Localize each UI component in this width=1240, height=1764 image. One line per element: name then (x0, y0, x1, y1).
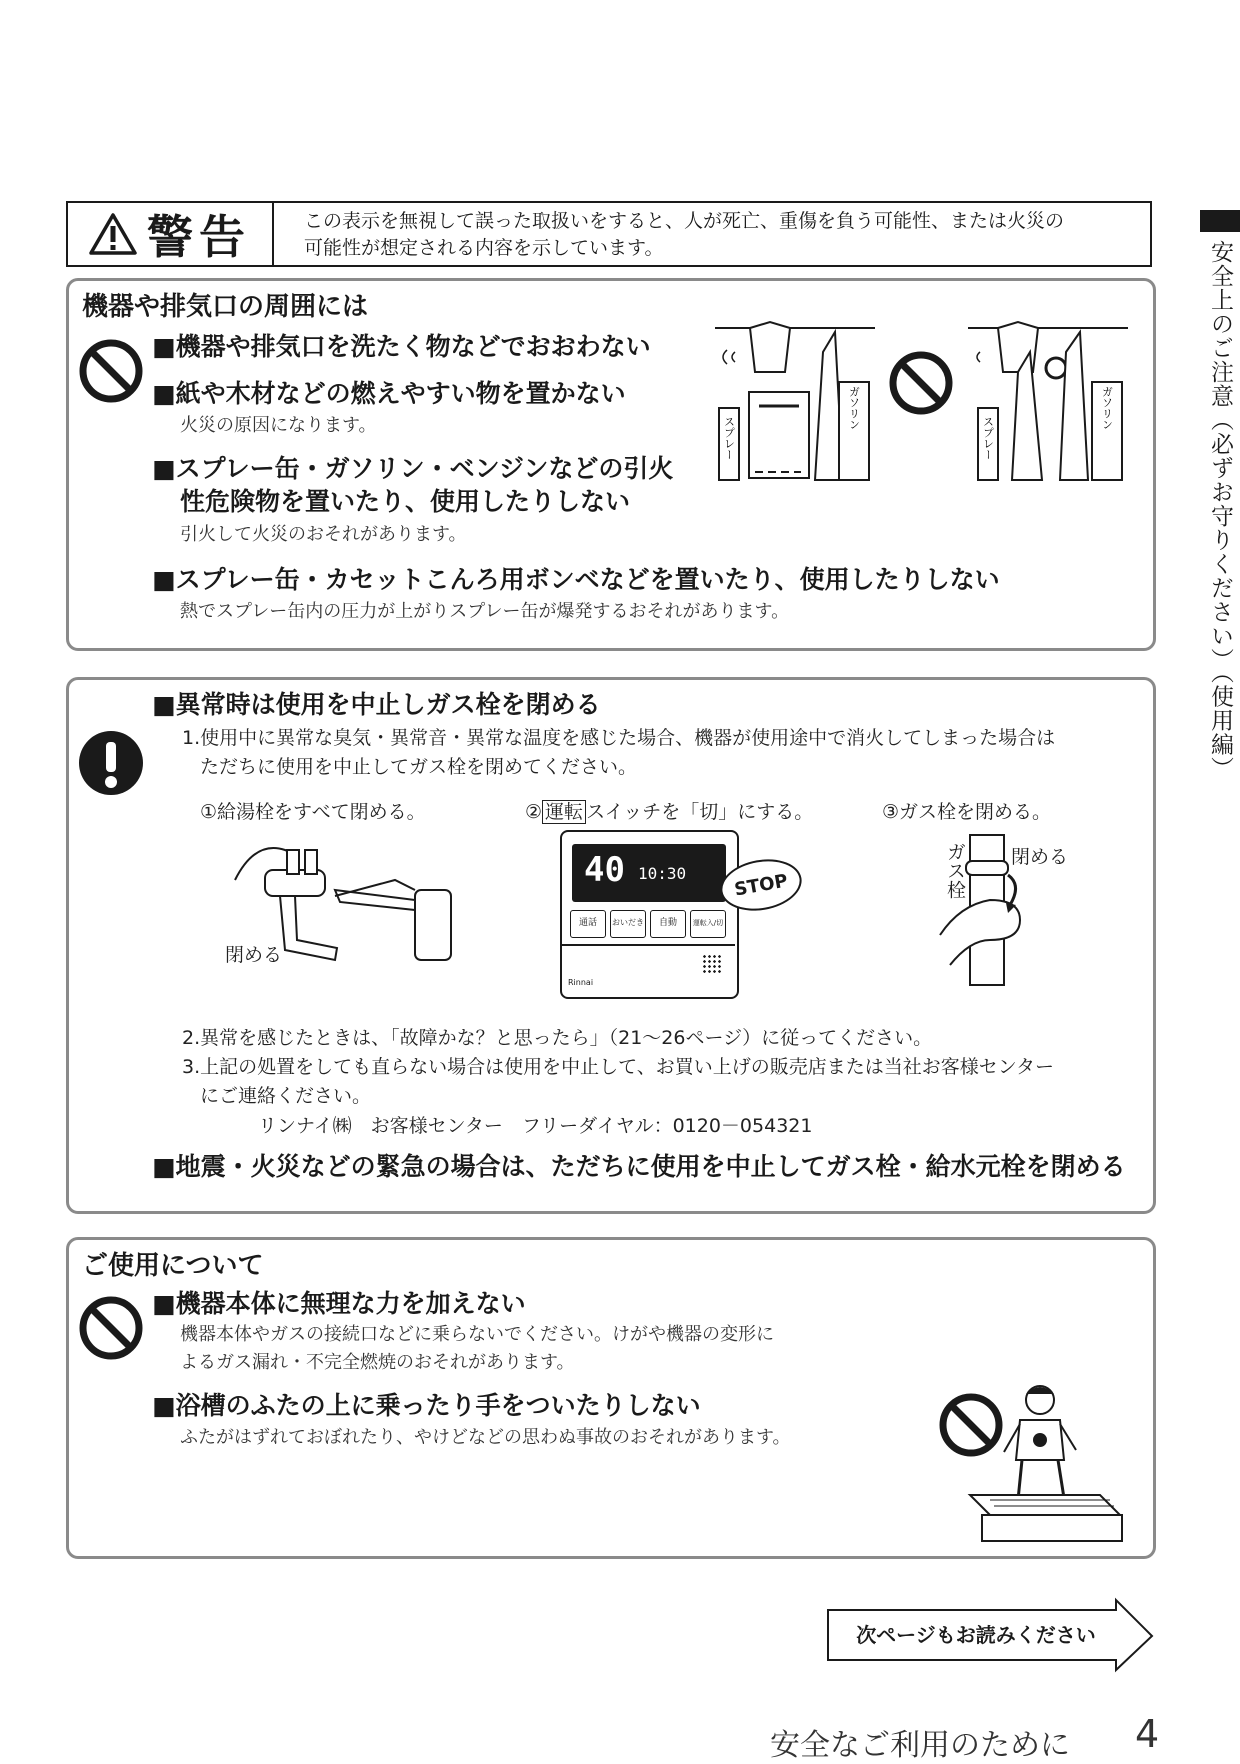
remote-controller (560, 830, 739, 999)
spray-label-2: スプレー (981, 416, 995, 460)
close-label-gas: 閉める (1011, 846, 1069, 868)
close-label-faucet: 閉める (225, 944, 283, 966)
warning-header (66, 201, 1152, 267)
prohibited-icon-illustration (888, 350, 954, 416)
footer-title: 安全なご利用のために (770, 1728, 1070, 1763)
child-on-bath-lid-illustration (960, 1380, 1135, 1545)
mandatory-exclamation-icon (78, 730, 144, 796)
warning-description (304, 208, 1144, 262)
laundry-heater-illustration (715, 312, 875, 482)
gas-valve-label: ガス栓 (944, 842, 966, 899)
note-fire-cause: 火災の原因になります。 (180, 415, 377, 436)
stop-badge: STOP (716, 853, 805, 916)
abnormal-p2: 2.異常を感じたときは、「故障かな？と思ったら」（21～26ページ）に従ってください。 (182, 1027, 933, 1049)
section-surroundings-title: 機器や排気口の周囲には (82, 292, 369, 322)
step2-suffix: スイッチを「切」にする。 (586, 801, 814, 823)
prohibited-icon (78, 338, 144, 404)
item-no-spray-cans: ■スプレー缶・カセットこんろ用ボンベなどを置いたり、使用したりしない (152, 565, 1000, 594)
abnormal-p3-line1: 3.上記の処置をしても直らない場合は使用を中止して、お買い上げの販売店または当社お客様センター (182, 1056, 1054, 1078)
laundry-vent-illustration (968, 312, 1128, 482)
remote-display (572, 844, 726, 902)
step-switch-off (525, 797, 813, 824)
prohibited-icon-usage (78, 1295, 144, 1361)
note-explosion: 熱でスプレー缶内の圧力が上がりスプレー缶が爆発するおそれがあります。 (180, 601, 790, 622)
warning-desc-line1: この表示を無視して誤った取扱いをすると、人が死亡、重傷を負う可能性、または火災の (304, 210, 1065, 232)
page-number: 4 (1135, 1712, 1160, 1756)
warning-label: 警告 (147, 210, 251, 264)
warning-label-cell (68, 203, 274, 265)
item-no-force: ■機器本体に無理な力を加えない (152, 1289, 526, 1318)
side-tab-label: 安全上のご注意（必ずお守りください）（使用編） (1207, 240, 1233, 781)
gasoline-label-1: ガソリン (847, 386, 861, 430)
remote-power-button[interactable]: 運転入/切 (690, 910, 726, 938)
note-drowning: ふたがはずれておぼれたり、やけどなどの思わぬ事故のおそれがあります。 (180, 1427, 791, 1448)
gasoline-label-2: ガソリン (1100, 386, 1114, 430)
item-no-hazardous-line2: 性危険物を置いたり、使用したりしない (180, 487, 631, 516)
item-no-cover: ■機器や排気口を洗たく物などでおおわない (152, 332, 651, 361)
warning-triangle-icon (89, 213, 137, 255)
remote-divider (562, 944, 735, 946)
speaker-grille-icon (702, 954, 722, 974)
step2-boxed-label: 運転 (542, 800, 586, 824)
step2-number: ② (525, 801, 543, 823)
emergency-instruction: ■地震・火災などの緊急の場合は、ただちに使用を中止してガス栓・給水元栓を閉める (152, 1152, 1126, 1181)
item-no-hazardous-line1: ■スプレー缶・ガソリン・ベンジンなどの引火 (152, 454, 674, 483)
step-close-faucet: ①給湯栓をすべて閉める。 (200, 801, 426, 823)
remote-call-button[interactable]: 通話 (570, 910, 606, 938)
remote-brand: Rinnai (568, 978, 594, 987)
side-tab-marker (1200, 210, 1240, 232)
abnormal-p1-line1: 1.使用中に異常な臭気・異常音・異常な温度を感じた場合、機器が使用途中で消火してしまった場合は (182, 727, 1056, 749)
note-no-force-line1: 機器本体やガスの接続口などに乗らないでください。けがや機器の変形に (180, 1324, 774, 1345)
spray-label-1: スプレー (722, 416, 736, 460)
abnormal-p1-line2: ただちに使用を中止してガス栓を閉めてください。 (200, 756, 638, 778)
remote-auto-button[interactable]: 自動 (650, 910, 686, 938)
section-usage-title: ご使用について (82, 1251, 264, 1281)
section-abnormal-title: ■異常時は使用を中止しガス栓を閉める (152, 690, 601, 719)
remote-temp: 40 (584, 850, 625, 890)
abnormal-p3-line2: にご連絡ください。 (200, 1085, 372, 1107)
item-no-flammables: ■紙や木材などの燃えやすい物を置かない (152, 379, 626, 408)
remote-reheat-button[interactable]: おいだき (610, 910, 646, 938)
remote-time: 10:30 (638, 864, 687, 883)
step-close-gas: ③ガス栓を閉める。 (882, 801, 1052, 823)
item-no-climb-lid: ■浴槽のふたの上に乗ったり手をついたりしない (152, 1391, 701, 1420)
note-ignition: 引火して火災のおそれがあります。 (180, 524, 467, 545)
next-page-notice: 次ページもお読みください (856, 1622, 1096, 1647)
customer-center-contact: リンナイ㈱ お客様センター フリーダイヤル：0120－054321 (258, 1115, 813, 1137)
note-no-force-line2: よるガス漏れ・不完全燃焼のおそれがあります。 (180, 1352, 575, 1373)
warning-desc-line2: 可能性が想定される内容を示しています。 (304, 237, 664, 259)
